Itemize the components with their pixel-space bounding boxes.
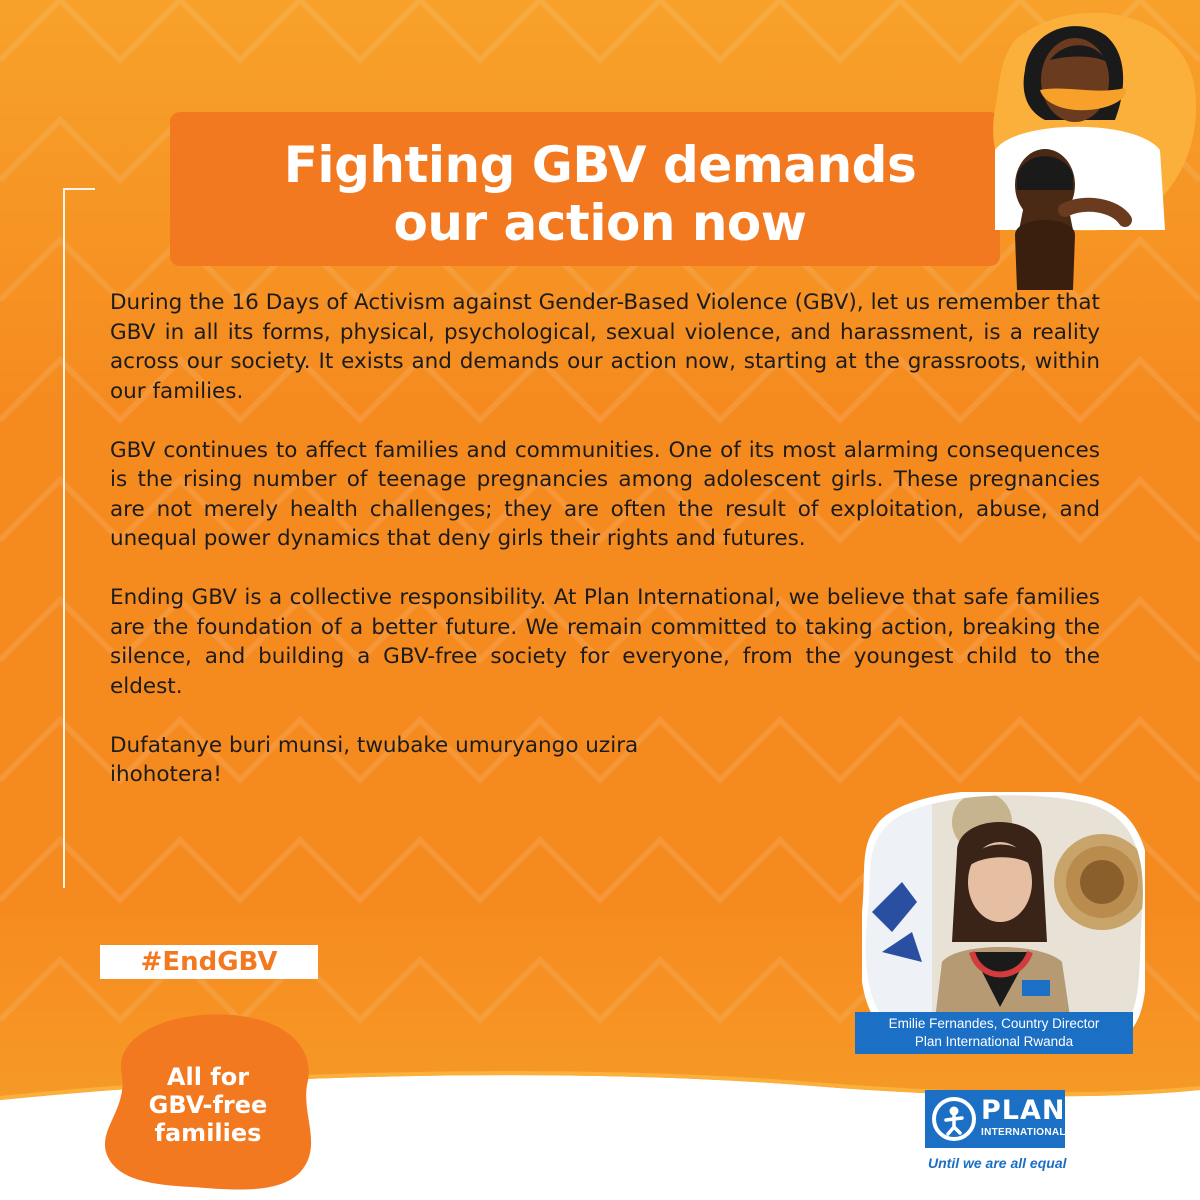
logo-slogan: Until we are all equal bbox=[928, 1155, 1067, 1171]
portrait-image bbox=[862, 792, 1145, 1044]
title-line-2: our action now bbox=[393, 194, 807, 252]
caption-line-1: Emilie Fernandes, Country Director bbox=[888, 1016, 1100, 1031]
logo-name: PLAN bbox=[981, 1095, 1066, 1126]
plan-child-globe-icon bbox=[931, 1096, 977, 1142]
caption-line-2: Plan International Rwanda bbox=[914, 1034, 1074, 1049]
title-line-1: Fighting GBV demands bbox=[283, 136, 917, 194]
page-title bbox=[170, 136, 1030, 252]
tagline bbox=[118, 1063, 298, 1147]
tagline-line-3: families bbox=[154, 1119, 262, 1147]
accent-line-horizontal bbox=[63, 188, 95, 190]
paragraph-3: Ending GBV is a collective responsibility. At Plan International, we believe that safe families are the foundation of a better future. We remain committed to taking action, breaking the silence, and building a GBV-free society for everyone, from the youngest child to the eldest. bbox=[110, 585, 1100, 699]
accent-line-vertical bbox=[63, 188, 65, 888]
body-text bbox=[110, 288, 1100, 819]
paragraph-2: GBV continues to affect families and communities. One of its most alarming consequences is the rising number of teenage pregnancies among adolescent girls. These pregnancies are not merely health challenges; they are often the result of exploitation, abuse, and unequal power dynamics that deny girls their rights and futures. bbox=[110, 437, 1100, 551]
hashtag-label: #EndGBV bbox=[100, 945, 318, 979]
mother-shielding-child-illustration bbox=[955, 0, 1200, 300]
paragraph-1: During the 16 Days of Activism against Gender-Based Violence (GBV), let us remember that GBV in all its forms, physical, psychological, sexual violence, and harassment, is a reality across our society. It exists and demands our action now, starting at the grassroots, within our families. bbox=[110, 290, 1100, 404]
tagline-line-1: All for bbox=[166, 1063, 250, 1091]
logo-subtitle: INTERNATIONAL bbox=[981, 1127, 1066, 1138]
tagline-line-2: GBV-free bbox=[148, 1091, 268, 1119]
closing-message: Dufatanye buri munsi, twubake umuryango uzira ihohotera! bbox=[110, 732, 639, 787]
plan-international-logo bbox=[925, 1090, 1065, 1148]
portrait-photo bbox=[862, 792, 1145, 1044]
